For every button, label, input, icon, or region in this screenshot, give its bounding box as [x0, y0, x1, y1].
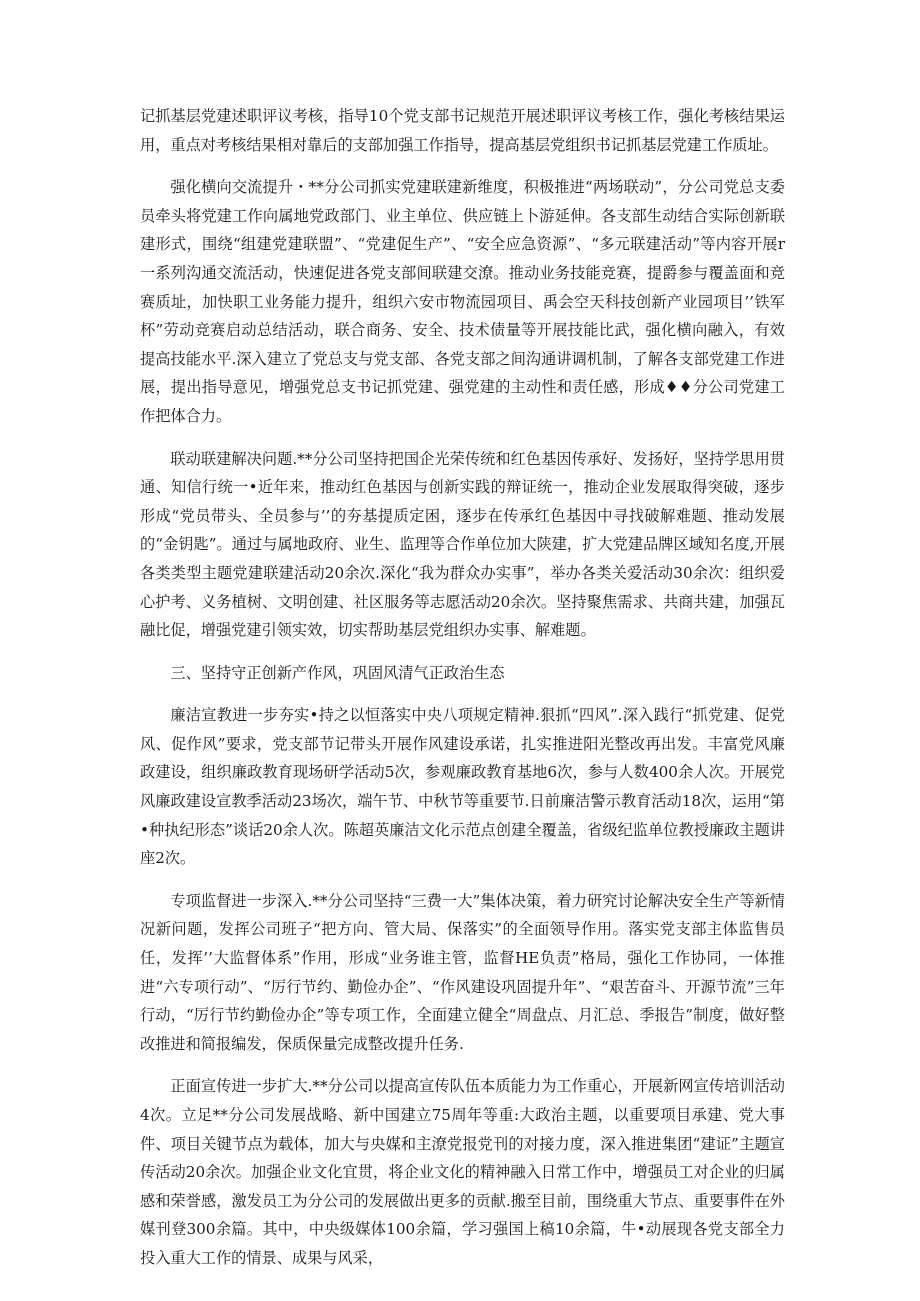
paragraph-publicity: 正面宣传进一步扩大.**分公司以提高宣传队伍本质能力为工作重心，开展新网宣传培训活动4次。立足**分公司发展战略、新中国建立75周年等重:大政治主题，以重要项目承建、党大事件、项目关键节点为载体，加大与央媒和主潦党报党刊的对接力度，深入推进集团“建证”主题宣传活动20余次。加强企业文化宜贯，将企业文化的精神融入日常工作中，增强员工对企业的归属感和荣誉感，激发员工为分公司的发展做出更多的贡献.搬至目前，围绕重大节点、重要事件在外媒刊登300余篇。其中，中央级媒体100余篇，学习强国上稿10余篇，牛•动展现各党支部全力投入重大工作的情景、成果与风采，	[140, 1077, 785, 1267]
paragraph-special-supervision: 专项监督进一步深入.**分公司坚持“三费一大”集体决策，着力研究讨论解决安全生产等新情况新问题，发挥公司班子“把方向、管大局、保落实”的全面领导作用。落实党支部主体监售员任，发挥’’大监督体系”作用，形成“业务谁主管，监督HE负责”格局，强化工作协同，一体推进“六专项行动”、“厉行节约、勤俭办企”、“作风建设巩固提升年”、“艰苦奋斗、开源节流”三年行动，“厉行节约勤俭办企”等专项工作，全面建立健全“周盘点、月汇总、季报告”制度，做好整改推进和简报编发，保质保量完成整改提升任务.	[140, 891, 785, 1053]
paragraph-joint-building: 联动联建解决问题.**分公司坚持把国企光荣传统和红色基因传承好、发扬好，坚持学思用贯通、知信行统一•近年来，推动红色基因与创新实践的辩证统一，推动企业发展取得突破，逐步形成“党员带头、全员参与’’的夯基提质定困，逐步在传承红色基因中寻找破解难题、推动发展的“金钥匙”。通过与属地政府、业生、监理等合作单位加大陕建，扩大党建品牌区域知名度,开展各类类型主题党建联建活动20余次.深化“我为群众办实事”，举办各类关爱活动30余次：组织爱心护考、义务植树、文明创建、社区服务等志愿活动20余次。坚持聚焦需求、共商共建，加强瓦融比促，增强党建引领实效，切实帮助基层党组织办实事、解难题。	[140, 449, 785, 640]
paragraph-horizontal-exchange: 强化横向交流提升・**分公司抓实党建联建新维度，积极推进“两场联动”，分公司党总支委员牵头将党建工作向属地党政部门、业主单位、供应链上卜游延伸。各支部生动结合实际创新联建形式，围绕“组建党建联盟”、“党建促生产”、“安全应急资源”、“多元联建活动”等内容开展r一系列沟通交流活动，快速促进各党支部间联建交潦。推动业务技能竞赛，提爵参与覆盖面和竞赛质址，加快职工业务能力提升，组织六安市物流园项目、禹会空天科技创新产业园项目’’铁军杯”劳动竞赛启动总结活动，联合商务、安全、技术债量等开展技能比武，强化横向融入，有效提高技能水平.深入建立了党总支与党支部、各党支部之间沟通讲调机制，了解各支部党建工作进展，提出指导意见，增强党总支书记抓党建、强党建的主动性和责任感，形成♦♦分公司党建工作把体合力。	[140, 178, 785, 425]
section-heading: 三、坚持守正创新产作风，巩固风清气正政治生态	[170, 663, 505, 682]
paragraph-assessment: 记抓基层党建述职评议考核，指导10个党支部书记规范开展述职评议考核工作，强化考核结果运用，重点对考核结果相对靠后的支部加强工作指导，提高基层党组织书记抓基层党建工作质址。	[140, 107, 785, 154]
paragraph-integrity-education: 廉洁宣教进一步夯实•持之以恒落实中央八项规定精神.狠抓“四风”.深入践行“抓党建、促党风、促作风”要求，党支部节记带头开展作风建设承诺，扎实推进阳光整改再出发。丰富党风廉政建设，组织廉政教育现场研学活动5次，参观廉政教育基地6次，参与人数400余人次。开展党风廉政建设宣教季活动23场次，端午节、中秋节等重要节.日前廉洁警示教育活动18次，运用“第•种执纪形态”谈话20余人次。陈超英廉洁文化示范点创建全覆盖，省级纪监单位教授廉政主题讲座2次。	[140, 706, 785, 868]
document-page	[140, 102, 785, 1287]
